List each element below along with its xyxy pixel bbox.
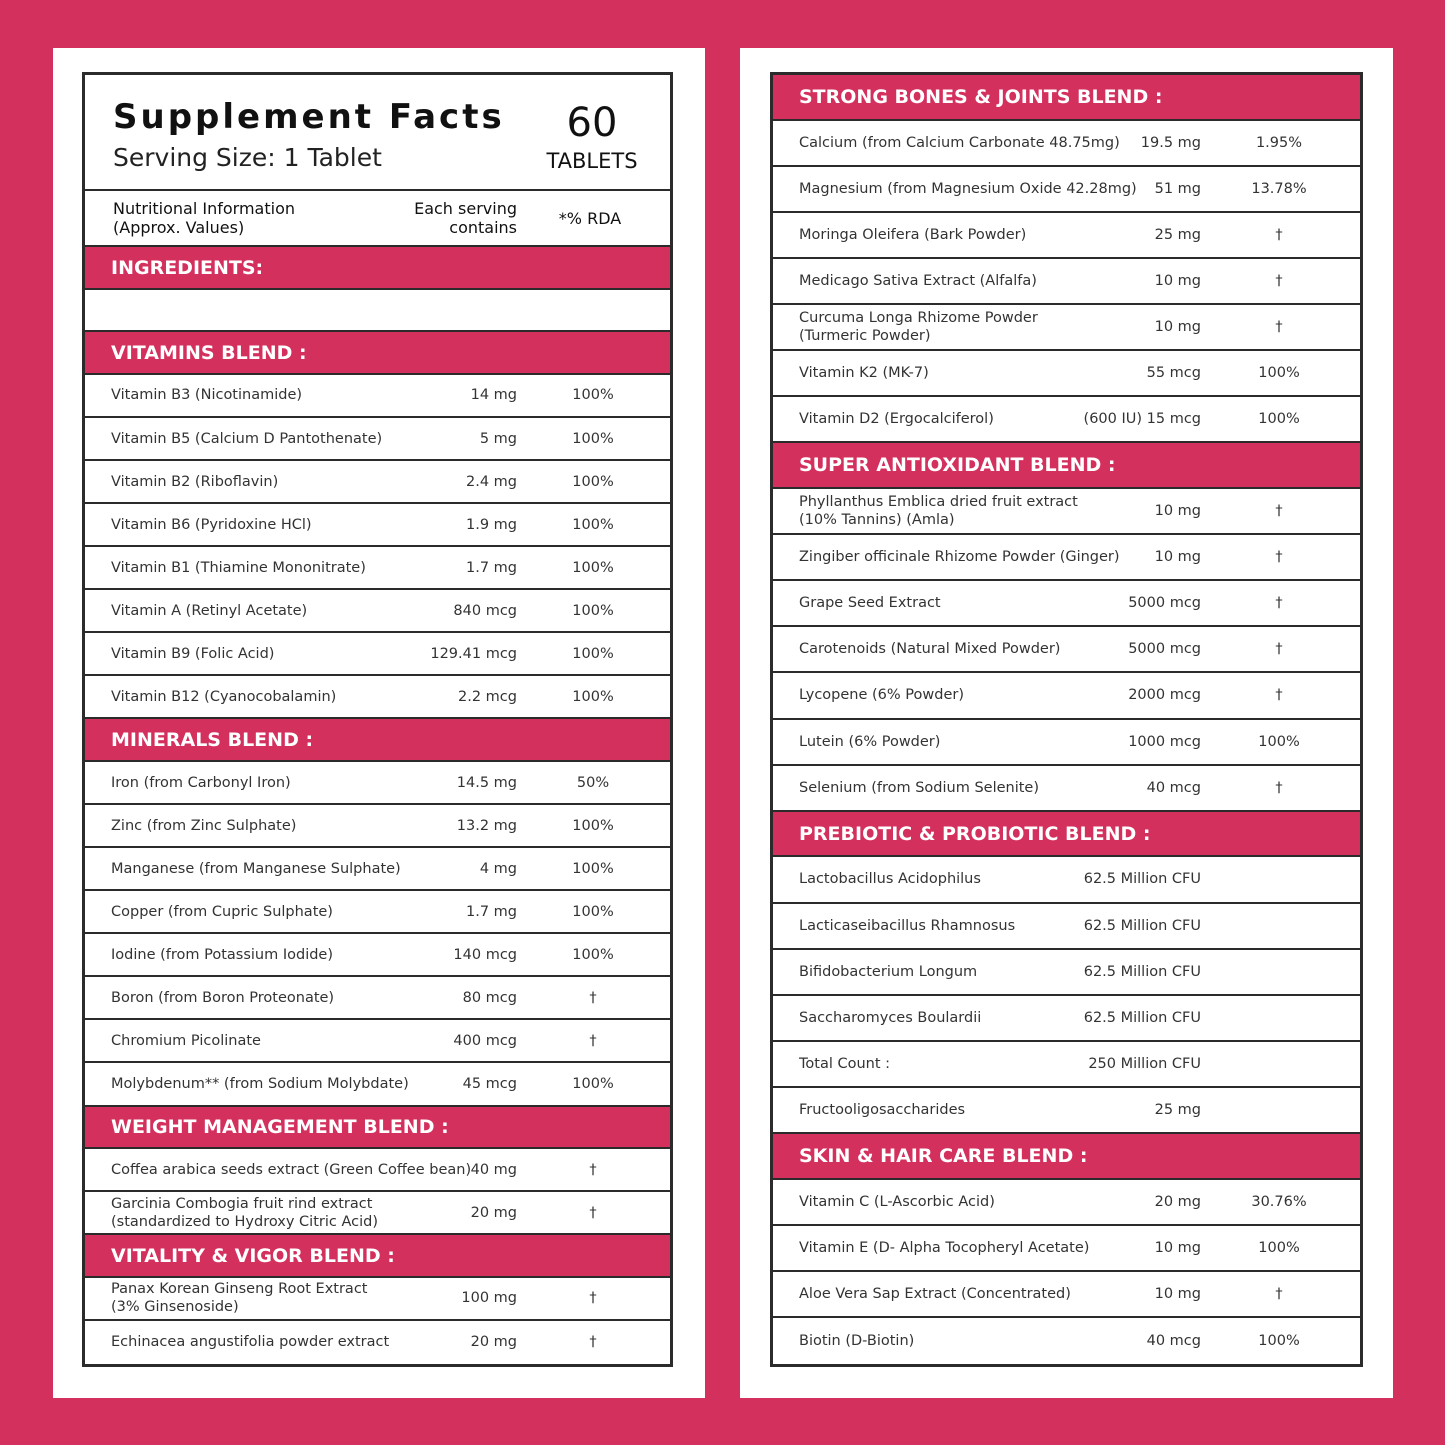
ingredient-name-line1: Fructooligosaccharides — [799, 1101, 966, 1118]
ingredient-row — [773, 996, 1360, 1042]
ingredient-name-line1: Vitamin B12 (Cyanocobalamin) — [111, 688, 337, 705]
section-header-strong-bones-joints-blend: STRONG BONES & JOINTS BLEND : — [773, 75, 1360, 121]
ingredient-name-line1: Zingiber officinale Rhizome Powder (Ginger) — [799, 549, 1120, 566]
serving-size: Serving Size: 1 Tablet — [113, 143, 382, 172]
ingredient-rda: † — [1275, 273, 1283, 290]
ingredient-rda: 100% — [572, 387, 614, 404]
ingredient-amount: 129.41 mcg — [430, 645, 517, 662]
ingredient-row — [85, 891, 670, 934]
ingredient-name — [799, 594, 941, 612]
column-headers — [85, 191, 670, 247]
ingredient-row — [773, 766, 1360, 812]
ingredient-rda: † — [589, 1204, 597, 1221]
ingredient-amount: 19.5 mg — [1140, 134, 1201, 151]
ingredient-row — [773, 535, 1360, 581]
ingredient-name — [111, 1280, 367, 1316]
ingredient-name-line1: Bifidobacterium Longum — [799, 963, 978, 980]
ingredient-amount: 10 mg — [1154, 1285, 1201, 1302]
ingredient-name — [799, 180, 1137, 198]
ingredient-rda: 50% — [576, 774, 610, 791]
supplement-facts-table-left — [82, 72, 673, 1367]
ingredient-row — [85, 1278, 670, 1321]
ingredient-amount: 840 mcg — [453, 602, 517, 619]
ingredient-rda: 30.76% — [1251, 1193, 1307, 1210]
ingredient-row — [85, 1192, 670, 1235]
ingredient-row — [85, 375, 670, 418]
ingredient-name-line1: Aloe Vera Sap Extract (Concentrated) — [799, 1285, 1071, 1302]
ingredient-row — [773, 904, 1360, 950]
ingredient-name — [799, 779, 1039, 797]
ingredient-rda: 100% — [572, 645, 614, 662]
ingredient-name-line1: Vitamin B3 (Nicotinamide) — [111, 387, 303, 404]
ingredient-name — [111, 1075, 409, 1093]
ingredient-rda: 100% — [1258, 1332, 1300, 1349]
ingredient-name-line1: Vitamin A (Retinyl Acetate) — [111, 602, 308, 619]
ingredient-rda: † — [589, 1290, 597, 1307]
ingredient-row — [85, 547, 670, 590]
ingredient-name — [111, 386, 302, 404]
ingredient-row — [773, 397, 1360, 443]
ingredient-name-line1: Magnesium (from Magnesium Oxide 42.28mg) — [799, 180, 1137, 197]
section-header-vitamins-blend: VITAMINS BLEND : — [85, 332, 670, 375]
section-header-super-antioxidant-blend: SUPER ANTIOXIDANT BLEND : — [773, 443, 1360, 489]
ingredient-amount: 2.4 mg — [466, 473, 517, 490]
ingredient-row — [773, 1180, 1360, 1226]
ingredient-rda: 100% — [572, 559, 614, 576]
ingredient-rda: † — [1275, 779, 1283, 796]
col-header-serving — [414, 199, 517, 237]
tablet-count-label: TABLETS — [546, 149, 638, 173]
ingredient-name-line1: Chromium Picolinate — [111, 1032, 261, 1049]
ingredient-amount: 250 Million CFU — [1088, 1055, 1201, 1072]
ingredient-row — [773, 259, 1360, 305]
ingredient-amount: 62.5 Million CFU — [1083, 1009, 1201, 1026]
ingredient-row — [773, 673, 1360, 719]
ingredient-amount: 14 mg — [470, 387, 517, 404]
ingredient-name — [111, 1333, 389, 1351]
ingredient-name-line1: Panax Korean Ginseng Root Extract — [111, 1281, 368, 1298]
ingredient-name-line2: (standardized to Hydroxy Citric Acid) — [111, 1213, 378, 1230]
ingredient-rda: 100% — [1258, 733, 1300, 750]
ingredient-name — [799, 493, 1078, 529]
ingredient-rda: † — [1275, 687, 1283, 704]
ingredient-rda: † — [1275, 503, 1283, 520]
ingredient-amount: 1.9 mg — [466, 516, 517, 533]
ingredient-name-line1: Curcuma Longa Rhizome Powder — [799, 310, 1038, 327]
ingredient-name-line1: Grape Seed Extract — [799, 595, 941, 612]
ingredient-name — [799, 1285, 1071, 1303]
ingredient-name — [799, 1239, 1089, 1257]
ingredient-row — [85, 676, 670, 719]
ingredient-name — [111, 516, 312, 534]
ingredient-name — [111, 817, 296, 835]
ingredient-name — [799, 870, 981, 888]
ingredient-name — [799, 1055, 890, 1073]
ingredient-row — [773, 1272, 1360, 1318]
ingredient-row — [773, 1042, 1360, 1088]
ingredient-name — [799, 686, 964, 704]
ingredient-name-line1: Boron (from Boron Proteonate) — [111, 989, 335, 1006]
ingredient-rda: † — [589, 1334, 597, 1351]
ingredient-name — [799, 364, 929, 382]
right-panel — [740, 48, 1393, 1398]
ingredient-name — [111, 989, 334, 1007]
ingredient-name — [799, 548, 1120, 566]
ingredient-rda: 100% — [572, 860, 614, 877]
ingredient-amount: 20 mg — [1154, 1193, 1201, 1210]
section-header-minerals-blend: MINERALS BLEND : — [85, 719, 670, 762]
ingredient-name — [799, 1101, 965, 1119]
ingredient-name — [799, 134, 1120, 152]
ingredient-name — [111, 645, 274, 663]
ingredient-name-line1: Copper (from Cupric Sulphate) — [111, 903, 333, 920]
ingredient-rda: 100% — [572, 516, 614, 533]
ingredient-name-line1: Zinc (from Zinc Sulphate) — [111, 817, 297, 834]
ingredient-row — [85, 504, 670, 547]
ingredient-amount: 1.7 mg — [466, 903, 517, 920]
ingredient-row — [773, 351, 1360, 397]
ingredient-name-line1: Lacticaseibacillus Rhamnosus — [799, 917, 1016, 934]
ingredient-name — [111, 1195, 378, 1231]
ingredient-amount: 20 mg — [470, 1334, 517, 1351]
ingredient-name — [111, 688, 336, 706]
ingredient-name-line2: (Turmeric Powder) — [799, 328, 931, 345]
ingredient-amount: 40 mcg — [1146, 1332, 1201, 1349]
ingredient-name-line1: Vitamin E (D- Alpha Tocopheryl Acetate) — [799, 1239, 1090, 1256]
ingredient-name-line1: Vitamin B5 (Calcium D Pantothenate) — [111, 430, 383, 447]
col-header-serving-line2: contains — [449, 217, 517, 237]
ingredient-rda: 100% — [572, 473, 614, 490]
ingredient-name-line1: Biotin (D-Biotin) — [799, 1332, 915, 1349]
ingredient-name-line1: Vitamin D2 (Ergocalciferol) — [799, 411, 994, 428]
ingredient-row — [85, 762, 670, 805]
ingredient-name — [111, 903, 333, 921]
ingredient-amount: 80 mcg — [462, 989, 517, 1006]
ingredient-amount: 10 mg — [1154, 319, 1201, 336]
ingredient-rda: 100% — [572, 903, 614, 920]
ingredient-name-line1: Garcinia Combogia fruit rind extract — [111, 1195, 373, 1212]
ingredient-row — [773, 1318, 1360, 1364]
ingredient-row — [773, 857, 1360, 903]
ingredient-name-line2: (10% Tannins) (Amla) — [799, 512, 955, 529]
section-header-prebiotic-probiotic-blend: PREBIOTIC & PROBIOTIC BLEND : — [773, 812, 1360, 858]
ingredient-name — [111, 774, 291, 792]
ingredients-header: INGREDIENTS: — [85, 247, 670, 290]
ingredient-name — [111, 1161, 471, 1179]
col-header-info-line2: (Approx. Values) — [113, 217, 245, 237]
ingredient-rda: 100% — [572, 817, 614, 834]
ingredient-rda: 13.78% — [1251, 180, 1307, 197]
ingredient-name — [799, 963, 977, 981]
ingredient-amount: 25 mg — [1154, 1101, 1201, 1118]
ingredient-amount: 4 mg — [479, 860, 517, 877]
ingredient-name — [799, 640, 1060, 658]
ingredient-amount: 5000 mcg — [1128, 641, 1201, 658]
ingredient-row — [85, 633, 670, 676]
ingredient-row — [85, 590, 670, 633]
ingredient-row — [773, 167, 1360, 213]
ingredient-rda: † — [1275, 641, 1283, 658]
ingredient-rda: † — [589, 989, 597, 1006]
ingredient-rda: † — [1275, 226, 1283, 243]
ingredient-row — [773, 627, 1360, 673]
ingredient-amount: (600 IU) 15 mcg — [1083, 411, 1201, 428]
ingredient-name-line1: Saccharomyces Boulardii — [799, 1009, 982, 1026]
ingredient-name-line1: Iron (from Carbonyl Iron) — [111, 774, 291, 791]
ingredient-name-line1: Vitamin B6 (Pyridoxine HCl) — [111, 516, 312, 533]
ingredient-name-line1: Lycopene (6% Powder) — [799, 687, 964, 704]
ingredient-name-line1: Total Count : — [799, 1055, 891, 1072]
ingredient-name — [111, 946, 333, 964]
facts-header — [85, 75, 670, 191]
ingredient-name — [799, 410, 994, 428]
ingredient-row — [773, 213, 1360, 259]
ingredient-amount: 5000 mcg — [1128, 595, 1201, 612]
ingredient-row — [773, 581, 1360, 627]
spacer-row — [85, 290, 670, 333]
ingredient-name — [799, 1009, 981, 1027]
ingredient-name — [799, 1193, 995, 1211]
section-header-weight-management-blend: WEIGHT MANAGEMENT BLEND : — [85, 1107, 670, 1150]
supplement-facts-table-right — [770, 72, 1363, 1367]
ingredient-amount: 10 mg — [1154, 1239, 1201, 1256]
ingredient-name-line1: Vitamin B9 (Folic Acid) — [111, 645, 275, 662]
ingredient-amount: 40 mcg — [1146, 779, 1201, 796]
ingredient-row — [773, 950, 1360, 996]
ingredient-name-line1: Lutein (6% Powder) — [799, 733, 941, 750]
ingredient-name-line1: Iodine (from Potassium Iodide) — [111, 946, 334, 963]
ingredient-row — [85, 934, 670, 977]
ingredient-row — [773, 489, 1360, 535]
ingredient-row — [85, 805, 670, 848]
ingredient-rda: 100% — [572, 602, 614, 619]
ingredient-amount: 400 mcg — [453, 1032, 517, 1049]
ingredient-name-line1: Manganese (from Manganese Sulphate) — [111, 860, 401, 877]
ingredient-name — [111, 602, 307, 620]
ingredient-name-line1: Vitamin B1 (Thiamine Mononitrate) — [111, 559, 366, 576]
ingredient-name-line1: Medicago Sativa Extract (Alfalfa) — [799, 273, 1037, 290]
ingredient-rda: † — [589, 1161, 597, 1178]
ingredient-rda: 1.95% — [1255, 134, 1303, 151]
ingredient-amount: 13.2 mg — [456, 817, 517, 834]
ingredient-amount: 25 mg — [1154, 226, 1201, 243]
ingredient-name-line1: Vitamin K2 (MK-7) — [799, 365, 929, 382]
ingredient-name-line1: Vitamin B2 (Riboflavin) — [111, 473, 279, 490]
ingredient-name-line1: Selenium (from Sodium Selenite) — [799, 779, 1040, 796]
ingredient-amount: 10 mg — [1154, 503, 1201, 520]
tablet-count: 60 — [566, 100, 618, 146]
ingredient-name — [799, 1332, 914, 1350]
ingredient-name-line1: Phyllanthus Emblica dried fruit extract — [799, 494, 1078, 511]
ingredient-rda: † — [1275, 549, 1283, 566]
ingredient-rda: 100% — [572, 688, 614, 705]
ingredient-amount: 55 mcg — [1146, 365, 1201, 382]
ingredient-amount: 40 mg — [470, 1161, 517, 1178]
ingredient-name — [799, 309, 1038, 345]
ingredient-name-line2: (3% Ginsenoside) — [111, 1299, 239, 1316]
ingredient-row — [773, 121, 1360, 167]
ingredient-amount: 140 mcg — [453, 946, 517, 963]
ingredient-name-line1: Vitamin C (L-Ascorbic Acid) — [799, 1193, 995, 1210]
ingredient-rda: 100% — [572, 430, 614, 447]
ingredient-row — [85, 418, 670, 461]
ingredient-amount: 5 mg — [479, 430, 517, 447]
ingredient-name — [799, 917, 1015, 935]
ingredient-row — [85, 848, 670, 891]
ingredient-row — [85, 1321, 670, 1364]
ingredient-name — [799, 733, 940, 751]
ingredient-rda: † — [1275, 595, 1283, 612]
ingredient-amount: 10 mg — [1154, 273, 1201, 290]
ingredient-rda: 100% — [1258, 365, 1300, 382]
section-header-skin-hair-care-blend: SKIN & HAIR CARE BLEND : — [773, 1134, 1360, 1180]
ingredient-row — [85, 1149, 670, 1192]
ingredient-amount: 51 mg — [1154, 180, 1201, 197]
ingredient-name-line1: Lactobacillus Acidophilus — [799, 871, 981, 888]
col-header-serving-line1: Each serving — [414, 198, 517, 218]
ingredient-amount: 20 mg — [470, 1204, 517, 1221]
ingredient-amount: 62.5 Million CFU — [1083, 871, 1201, 888]
ingredient-row — [773, 305, 1360, 351]
ingredient-row — [85, 1063, 670, 1106]
ingredient-row — [773, 1088, 1360, 1134]
ingredient-amount: 62.5 Million CFU — [1083, 917, 1201, 934]
ingredient-name — [799, 226, 1026, 244]
ingredient-amount: 1.7 mg — [466, 559, 517, 576]
ingredient-rda: 100% — [572, 946, 614, 963]
ingredient-row — [773, 720, 1360, 766]
col-header-rda: *% RDA — [558, 208, 622, 228]
ingredient-rda: 100% — [572, 1076, 614, 1092]
ingredient-row — [85, 1020, 670, 1063]
ingredient-name-line1: Coffea arabica seeds extract (Green Coffee bean) — [111, 1161, 472, 1178]
section-header-vitality-vigor-blend: VITALITY & VIGOR BLEND : — [85, 1235, 670, 1278]
ingredient-amount: 62.5 Million CFU — [1083, 963, 1201, 980]
ingredient-rda: † — [1275, 1285, 1283, 1302]
ingredient-rda: † — [1275, 319, 1283, 336]
ingredient-name — [111, 473, 278, 491]
ingredient-amount: 14.5 mg — [456, 774, 517, 791]
ingredient-amount: 10 mg — [1154, 549, 1201, 566]
ingredient-amount: 1000 mcg — [1128, 733, 1201, 750]
ingredient-name-line1: Echinacea angustifolia powder extract — [111, 1334, 390, 1351]
col-header-info — [113, 199, 295, 237]
ingredient-name — [111, 1032, 261, 1050]
ingredient-rda: 100% — [1258, 1239, 1300, 1256]
left-panel — [53, 48, 705, 1398]
ingredient-name — [111, 860, 401, 878]
ingredient-name — [111, 430, 382, 448]
ingredient-name-line1: Molybdenum** (from Sodium Molybdate) — [111, 1076, 409, 1092]
ingredient-amount: 45 mcg — [462, 1076, 517, 1092]
ingredient-rda: 100% — [1258, 411, 1300, 428]
ingredient-amount: 2000 mcg — [1128, 687, 1201, 704]
col-header-info-line1: Nutritional Information — [113, 198, 296, 218]
ingredient-row — [85, 977, 670, 1020]
ingredient-row — [773, 1226, 1360, 1272]
ingredient-rda: † — [589, 1032, 597, 1049]
ingredient-name — [799, 272, 1037, 290]
ingredient-name — [111, 559, 366, 577]
ingredient-name-line1: Carotenoids (Natural Mixed Powder) — [799, 641, 1061, 658]
ingredient-amount: 100 mg — [461, 1290, 517, 1307]
ingredient-amount: 2.2 mcg — [458, 688, 517, 705]
ingredient-name-line1: Calcium (from Calcium Carbonate 48.75mg) — [799, 134, 1120, 151]
ingredient-name-line1: Moringa Oleifera (Bark Powder) — [799, 226, 1027, 243]
ingredient-row — [85, 461, 670, 504]
page-title: Supplement Facts — [113, 97, 505, 137]
